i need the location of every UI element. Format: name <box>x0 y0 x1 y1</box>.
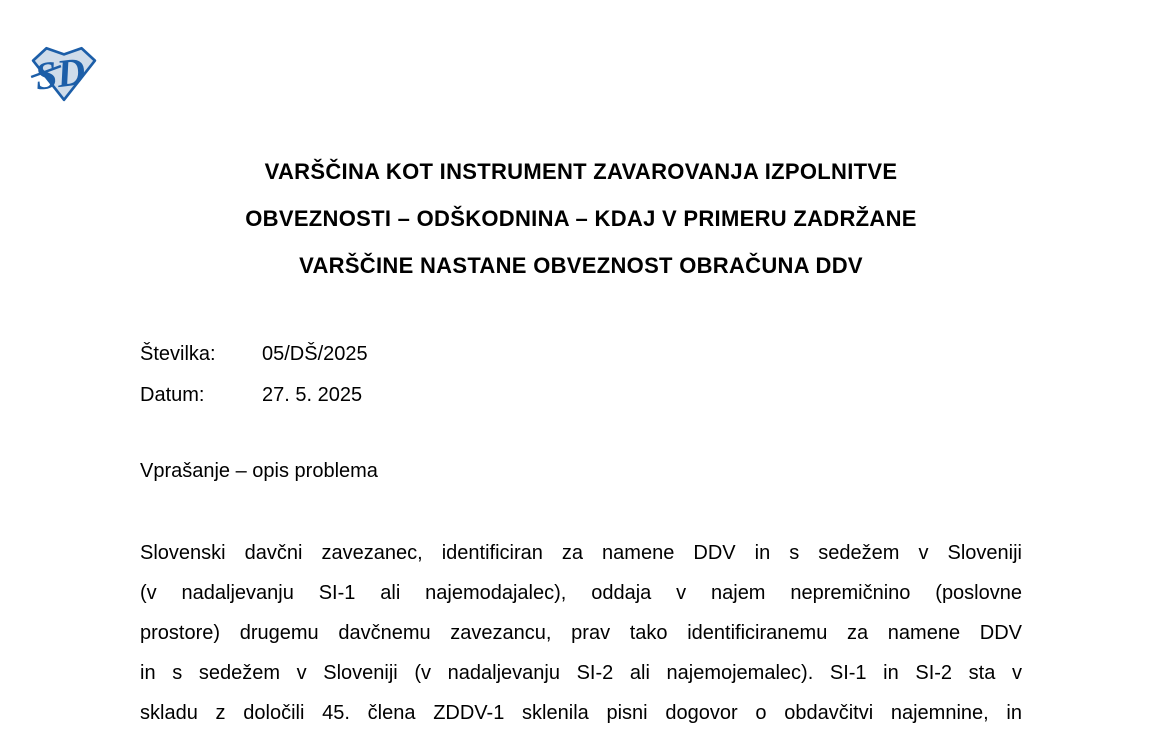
title-line-1: VARŠČINA KOT INSTRUMENT ZAVAROVANJA IZPOLNITVE <box>264 159 898 184</box>
meta-row-number <box>140 334 640 375</box>
meta-row-date <box>140 375 640 416</box>
body-line-5: skladu z določili 45. člena ZDDV-1 sklenila pisni dogovor o obdavčitvi najemnine, in <box>140 702 1022 724</box>
document-title <box>140 148 1022 289</box>
document-date-label: Datum: <box>140 384 205 406</box>
document-date-value: 27. 5. 2025 <box>262 384 363 406</box>
document-number-value: 05/DŠ/2025 <box>262 343 368 365</box>
title-line-2: OBVEZNOSTI – ODŠKODNINA – KDAJ V PRIMERU ZADRŽANE <box>245 206 917 231</box>
sd-shield-graphic <box>31 45 97 103</box>
sd-logo-letters: SD <box>32 49 88 99</box>
section-heading: Vprašanje – opis problema <box>140 460 378 482</box>
body-line-1: Slovenski davčni zavezanec, identificiran za namene DDV in s sedežem v Sloveniji <box>140 542 1022 564</box>
document-meta <box>140 334 640 416</box>
sd-logo-icon <box>31 45 97 103</box>
body-line-2: (v nadaljevanju SI-1 ali najemodajalec), oddaja v najem nepremičnino (poslovne <box>140 582 1022 604</box>
document-number-label: Številka: <box>140 343 216 365</box>
body-line-3: prostore) drugemu davčnemu zavezancu, prav tako identificiranemu za namene DDV <box>140 622 1022 644</box>
body-paragraph <box>140 533 1022 733</box>
title-line-3: VARŠČINE NASTANE OBVEZNOST OBRAČUNA DDV <box>299 253 863 278</box>
body-line-4: in s sedežem v Sloveniji (v nadaljevanju SI-2 ali najemojemalec). SI-1 in SI-2 sta v <box>140 662 1022 684</box>
